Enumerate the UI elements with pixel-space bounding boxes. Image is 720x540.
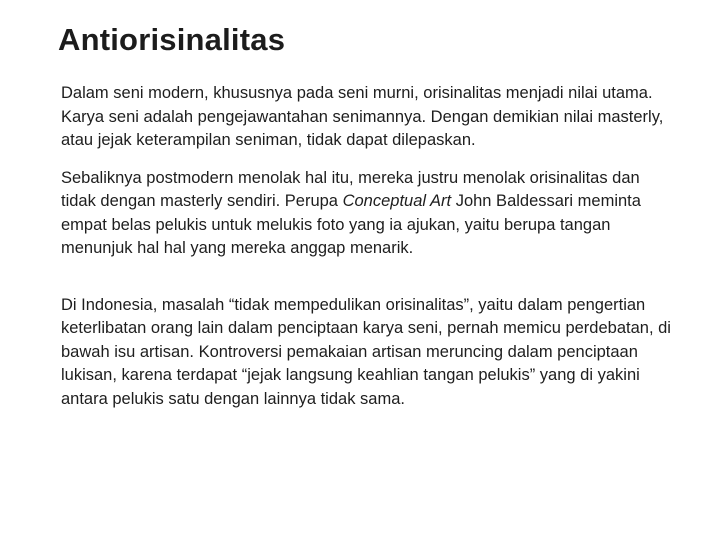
slide-title: Antiorisinalitas	[58, 22, 286, 57]
slide-body	[61, 82, 671, 411]
paragraph-indonesia: Di Indonesia, masalah “tidak mempedulikan orisinalitas”, yaitu dalam pengertian keterlibatan orang lain dalam penciptaan karya seni, pernah memicu perdebatan, di bawah isu artisan. Kontroversi pemakaian artisan meruncing dalam penciptaan lukisan, karena terdapat “jejak langsung keahlian tangan pelukis” yang di yakini antara pelukis satu dengan lainnya tidak sama.	[61, 295, 671, 408]
paragraph-postmodern-text-before: Sebaliknya postmodern menolak hal itu, mereka justru menolak orisinalitas dan tidak dengan masterly sendiri. Perupa	[61, 168, 640, 210]
paragraph-modern-art: Dalam seni modern, khususnya pada seni murni, orisinalitas menjadi nilai utama. Karya seni adalah pengejawantahan senimannya. Dengan demikian nilai masterly, atau jejak keterampilan seniman, tidak dapat dilepaskan.	[61, 84, 664, 149]
conceptual-art-term: Conceptual Art	[342, 192, 452, 210]
paragraph-postmodern-text-after: John Baldessari meminta empat belas pelukis untuk melukis foto yang ia ajukan, yaitu berupa tangan menunjuk hal hal yang mereka anggap menarik.	[61, 192, 641, 257]
paragraph-postmodern	[61, 167, 671, 261]
